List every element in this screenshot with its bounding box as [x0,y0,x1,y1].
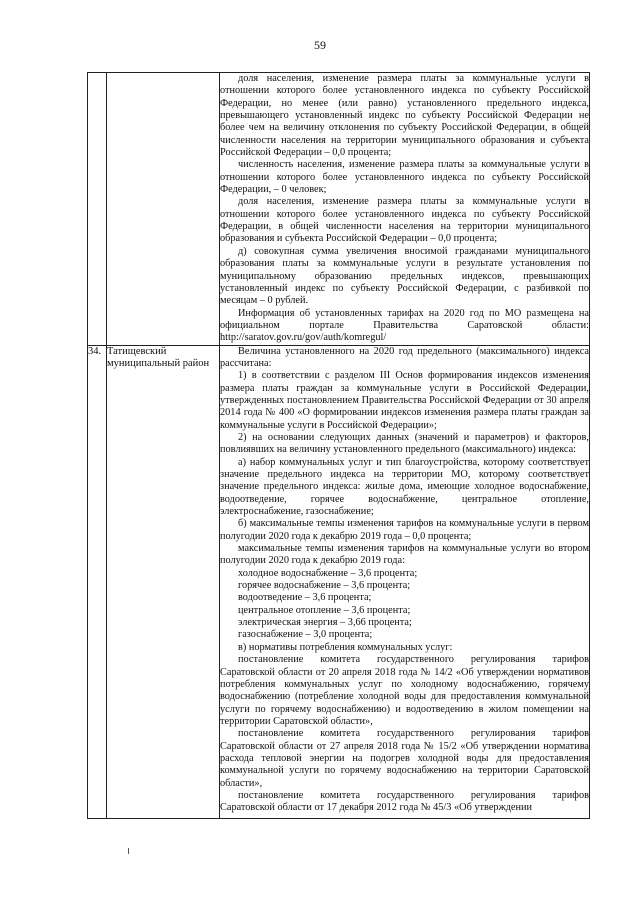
paragraph: электрическая энергия – 3,66 процента; [238,617,412,629]
paragraph: доля населения, изменение размера платы за коммунальные услуги в отношении которого более установленного индекса по субъекту Российской Федерации, но менее (или равно) установленного предельного индекса, превышающего установленный индекс по субъекту Российской Федерации не более чем на величину отклонения по субъекту Российской Федерации, в общей численности населения на территории муниципального образования и субъекта Российской Федерации – 0,0 процента; [220,73,589,159]
paragraph: горячее водоснабжение – 3,6 процента; [238,580,411,592]
row-description [220,73,590,346]
paragraph: б) максимальные темпы изменения тарифов на коммунальные услуги в первом полугодии 2020 года к декабрю 2019 года – 0,0 процента; [220,518,589,542]
paragraph: максимальные темпы изменения тарифов на коммунальные услуги во втором полугодии 2020 года к декабрю 2019 года: [220,543,589,567]
paragraph: Величина установленного на 2020 год предельного (максимального) индекса рассчитана: [220,345,589,369]
paragraph: д) совокупная сумма увеличения вносимой гражданами муниципального образования платы за коммунальные услуги в результате установления по муниципальному образованию предельных индексов, превышающих установленный индекс по субъекту Российской Федерации, с разбивкой по месяцам – 0 рублей. [220,245,589,307]
row-number: 34. [88,345,107,818]
table-row [88,345,590,818]
paragraph: 1) в соответствии с разделом III Основ формирования индексов изменения размера платы граждан за коммунальные услуги в Российской Федерации, утвержденных постановлением Правительства Российской Федерации от 30 апреля 2014 года № 400 «О формировании индексов изменения размера платы граждан за коммунальные услуги в Российской Федерации»; [220,370,589,431]
paragraph: Информация об установленных тарифах на 2020 год по МО размещена на официальном портале Правительства Саратовской области: http://saratov.gov.ru/gov/auth/komregul/ [220,307,589,344]
paragraph: а) набор коммунальных услуг и тип благоустройства, которому соответствует значение предельного индекса на территории МО, которому соответствует значение предельного индекса: жилые дома, имеющие холодное водоснабжение, водоотведение, горячее водоснабжение, центральное отопление, электроснабжение, газоснабжение; [220,456,589,518]
paragraph: водоотведение – 3,6 процента; [238,592,372,604]
tariff-table [87,72,590,819]
municipality-name: Татищевский муниципальный район [107,345,220,818]
paragraph: постановление комитета государственного регулирования тарифов Саратовской области от 27 апреля 2018 года № 15/2 «Об утверждении норматива расхода тепловой энергии на подогрев холодной воды для предоставления коммунальной услуги по горячему водоснабжению на территории Саратовской области», [220,728,589,789]
page-number: 59 [314,38,326,52]
paragraph: постановление комитета государственного регулирования тарифов Саратовской области от 20 апреля 2018 года № 14/2 «Об утверждении нормативов потребления коммунальных услуг по холодному водоснабжению, горячему водоснабжению (потребление холодной воды для предоставления коммунальной услуги по горячему водоснабжению) и водоотведению в жилом помещении на территории Саратовской области», [220,654,589,727]
paragraph: доля населения, изменение размера платы за коммунальные услуги в отношении которого более установленного индекса по субъекту Российской Федерации, в общей численности населения на территории муниципального образования и субъекта Российской Федерации – 0,0 процента; [220,196,589,245]
municipality-name [107,73,220,346]
paragraph: постановление комитета государственного регулирования тарифов Саратовской области от 17 декабря 2012 года № 45/3 «Об утверждении [220,789,589,814]
paragraph: 2) на основании следующих данных (значений и параметров) и факторов, повлиявших на величину установленного предельного (максимального) индекса: [220,431,589,456]
paragraph: газоснабжение – 3,0 процента; [238,629,373,641]
paragraph: численность населения, изменение размера платы за коммунальные услуги в отношении которого более установленного индекса по субъекту Российской Федерации, – 0 человек; [220,159,589,196]
scan-mark [128,848,129,854]
paragraph: в) нормативы потребления коммунальных услуг: [238,641,453,653]
paragraph: холодное водоснабжение – 3,6 процента; [238,567,418,579]
row-number [88,73,107,346]
table-row [88,73,590,346]
paragraph: центральное отопление – 3,6 процента; [238,604,411,616]
row-description [220,345,590,818]
